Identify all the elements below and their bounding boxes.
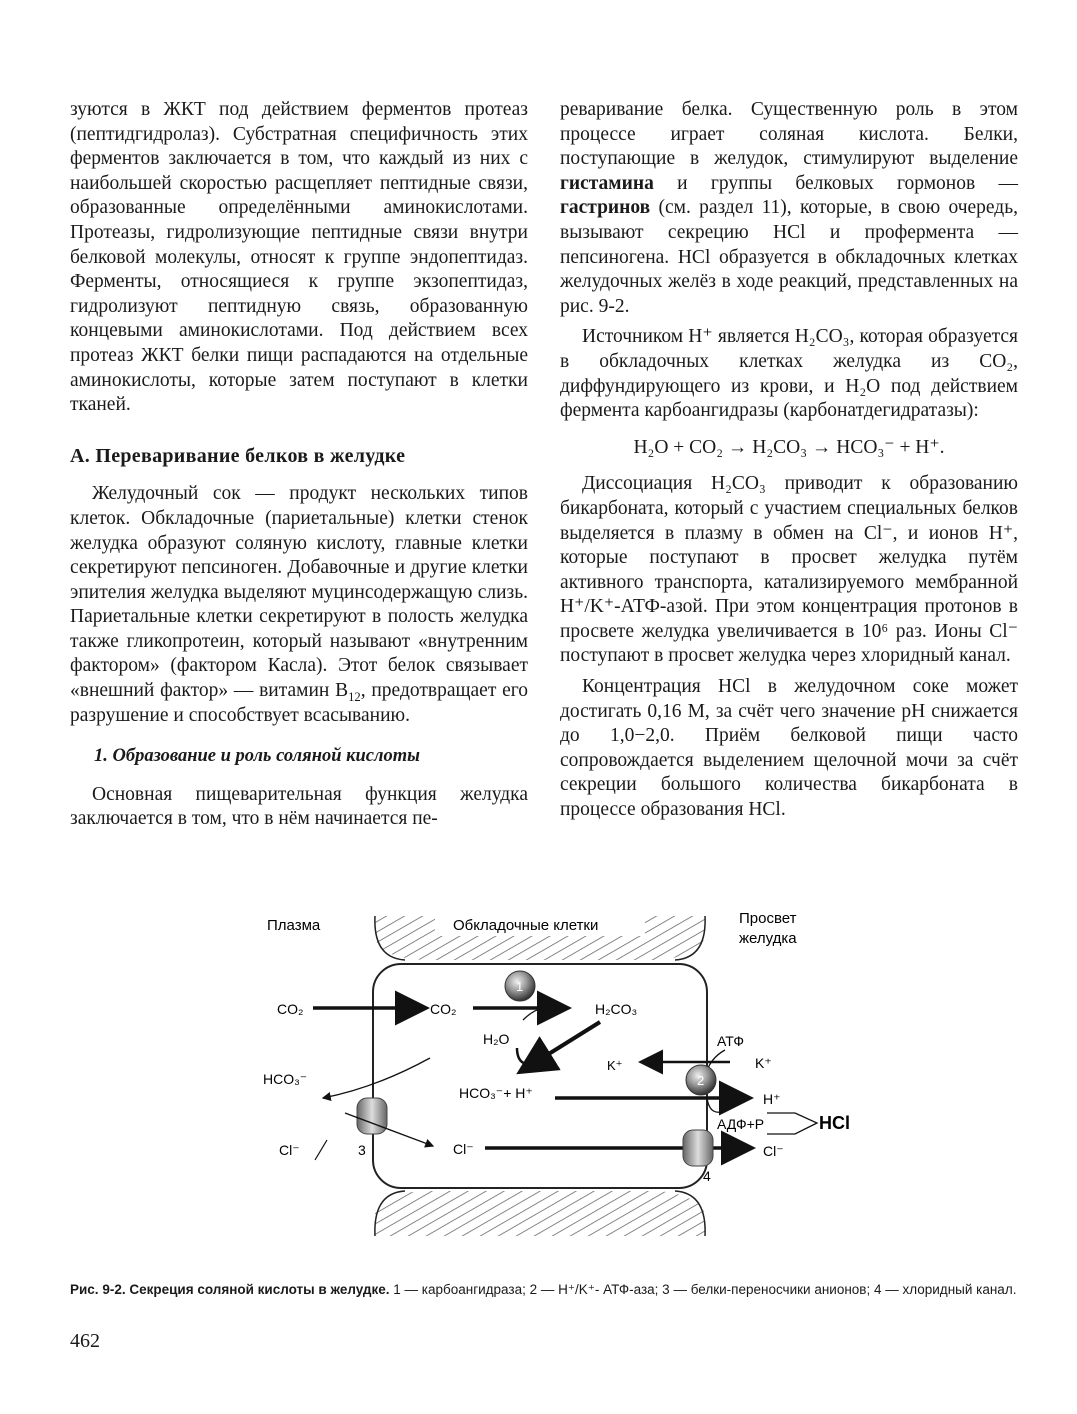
chloride-channel-4-icon	[683, 1130, 713, 1166]
cl-label: Cl⁻	[279, 1142, 300, 1158]
equation: H₂O + CO₂ → H₂CO₃ → HCO₃⁻ + H⁺.	[633, 436, 945, 458]
paragraph: реваривание белка. Существенную роль в этом процессе играет соляная кислота. Белки, поступающие в желудок, стимулируют выделение гистамина и группы белковых гормонов — гастринов (см. раздел 11), которые, в свою очередь, вызывают секрецию HCl и профермента — пепсиногена. HCl образуется в обкладочных клетках желудочных желёз в ходе реакций, представленных на рис. 9-2.	[560, 99, 1018, 317]
hco3-label: HCO₃⁻	[263, 1071, 308, 1087]
subsection-heading: 1. Образование и роль соляной кислоты	[94, 746, 420, 767]
cl-label: Cl⁻	[453, 1141, 474, 1157]
paragraph: Основная пищеварительная функция желудка заключается в том, что в нём начинается пе-	[70, 783, 528, 830]
paragraph: Источником H⁺ является H₂CO₃, которая образуется в обкладочных клетках желудка из CO₂, диффундирующего из крови, и H₂O под действием фермента карбоангидразы (карбонатдегидратазы):	[560, 326, 1018, 422]
h2o-label: H₂O	[483, 1031, 510, 1047]
cells-label: Обкладочные клетки	[453, 917, 599, 934]
svg-text:1: 1	[516, 979, 524, 994]
co2-label: CO₂	[277, 1001, 304, 1017]
h-label: H⁺	[763, 1091, 781, 1107]
svg-text:4: 4	[703, 1168, 711, 1184]
paragraph: Концентрация HCl в желудочном соке может достигать 0,16 М, за счёт чего значение pH снижается до 1,0−2,0. Приём белковой пищи часто сопровождается выделением щелочной мочи за счёт секреции большого количества бикарбоната в процессе образования HCl.	[560, 676, 1018, 821]
bottom-cells-hatch	[375, 1191, 705, 1236]
h2co3-label: H₂CO₃	[595, 1001, 638, 1017]
parietal-cell	[373, 964, 707, 1188]
svg-text:2: 2	[697, 1073, 705, 1088]
cl-label: Cl⁻	[763, 1143, 784, 1159]
atp-label: АТФ	[717, 1033, 744, 1049]
paragraph: зуются в ЖКТ под действием ферментов протеаз (пептидгидролаз). Субстратная специфичность этих ферментов заключается в том, что каждый из них с наибольшей скоростью расщепляет пептидные связи, образованные определёнными аминокислотами. Протеазы, гидролизующие пептидные связи внутри белковой молекулы, относят к группе эндопептидаз. Ферменты, относящиеся к группе экзопептидаз, гидролизуют пептидную связь, образованную концевыми аминокислотами. Под действием всех протеаз ЖКТ белки пищи распадаются на отдельные аминокислоты, которые затем поступают в клетки тканей.	[70, 99, 528, 416]
section-heading: А. Переваривание белков в желудке	[70, 444, 406, 467]
hcl-label: HCl	[819, 1113, 850, 1133]
right-column	[560, 98, 1018, 823]
left-column	[70, 98, 528, 832]
co2-label: CO₂	[430, 1001, 457, 1017]
svg-text:3: 3	[358, 1142, 366, 1158]
figure-caption: Рис. 9-2. Секреция соляной кислоты в желудке. 1 — карбоангидраза; 2 — H⁺/K⁺- АТФ-аза; 3 — белки-переносчики анионов; 4 — хлоридный канал.	[70, 1282, 1017, 1297]
paragraph: Диссоциация H₂CO₃ приводит к образованию бикарбоната, который с участием специальных белков выделяется в плазму в обмен на Cl⁻, и ионов H⁺, которые поступают в просвет желудка путём активного транспорта, катализируемого мембранной H⁺/K⁺-АТФ-азой. При этом концентрация протонов в просвете желудка увеличивается в 10⁶ раз. Ионы Cl⁻ поступают в просвет желудка через хлоридный канал.	[560, 473, 1018, 667]
page-number: 462	[70, 1330, 100, 1352]
anion-exchanger-3-icon	[357, 1098, 387, 1134]
diagram	[255, 898, 865, 1248]
figure-hcl-secretion	[255, 898, 865, 1248]
plasma-label: Плазма	[267, 917, 321, 934]
k-label: K⁺	[755, 1055, 772, 1071]
k-label: K⁺	[607, 1058, 623, 1073]
hco3-h-label: HCO₃⁻+ H⁺	[459, 1085, 533, 1101]
lumen-label: желудка	[739, 930, 797, 947]
adp-label: АДФ+P	[717, 1116, 765, 1132]
lumen-label: Просвет	[739, 910, 797, 927]
paragraph: Желудочный сок — продукт нескольких типов клеток. Обкладочные (париетальные) клетки стенок желудка образуют соляную кислоту, главные клетки секретируют пепсиноген. Добавочные и другие клетки эпителия желудка выделяют муцинсодержащую слизь. Париетальные клетки секретируют в полость желудка также гликопротеин, который называют «внутренним фактором» (фактором Касла). Этот белок связывает «внешний фактор» — витамин $B_{12}$, предотвращает его разрушение и способствует всасыванию.	[70, 483, 528, 726]
